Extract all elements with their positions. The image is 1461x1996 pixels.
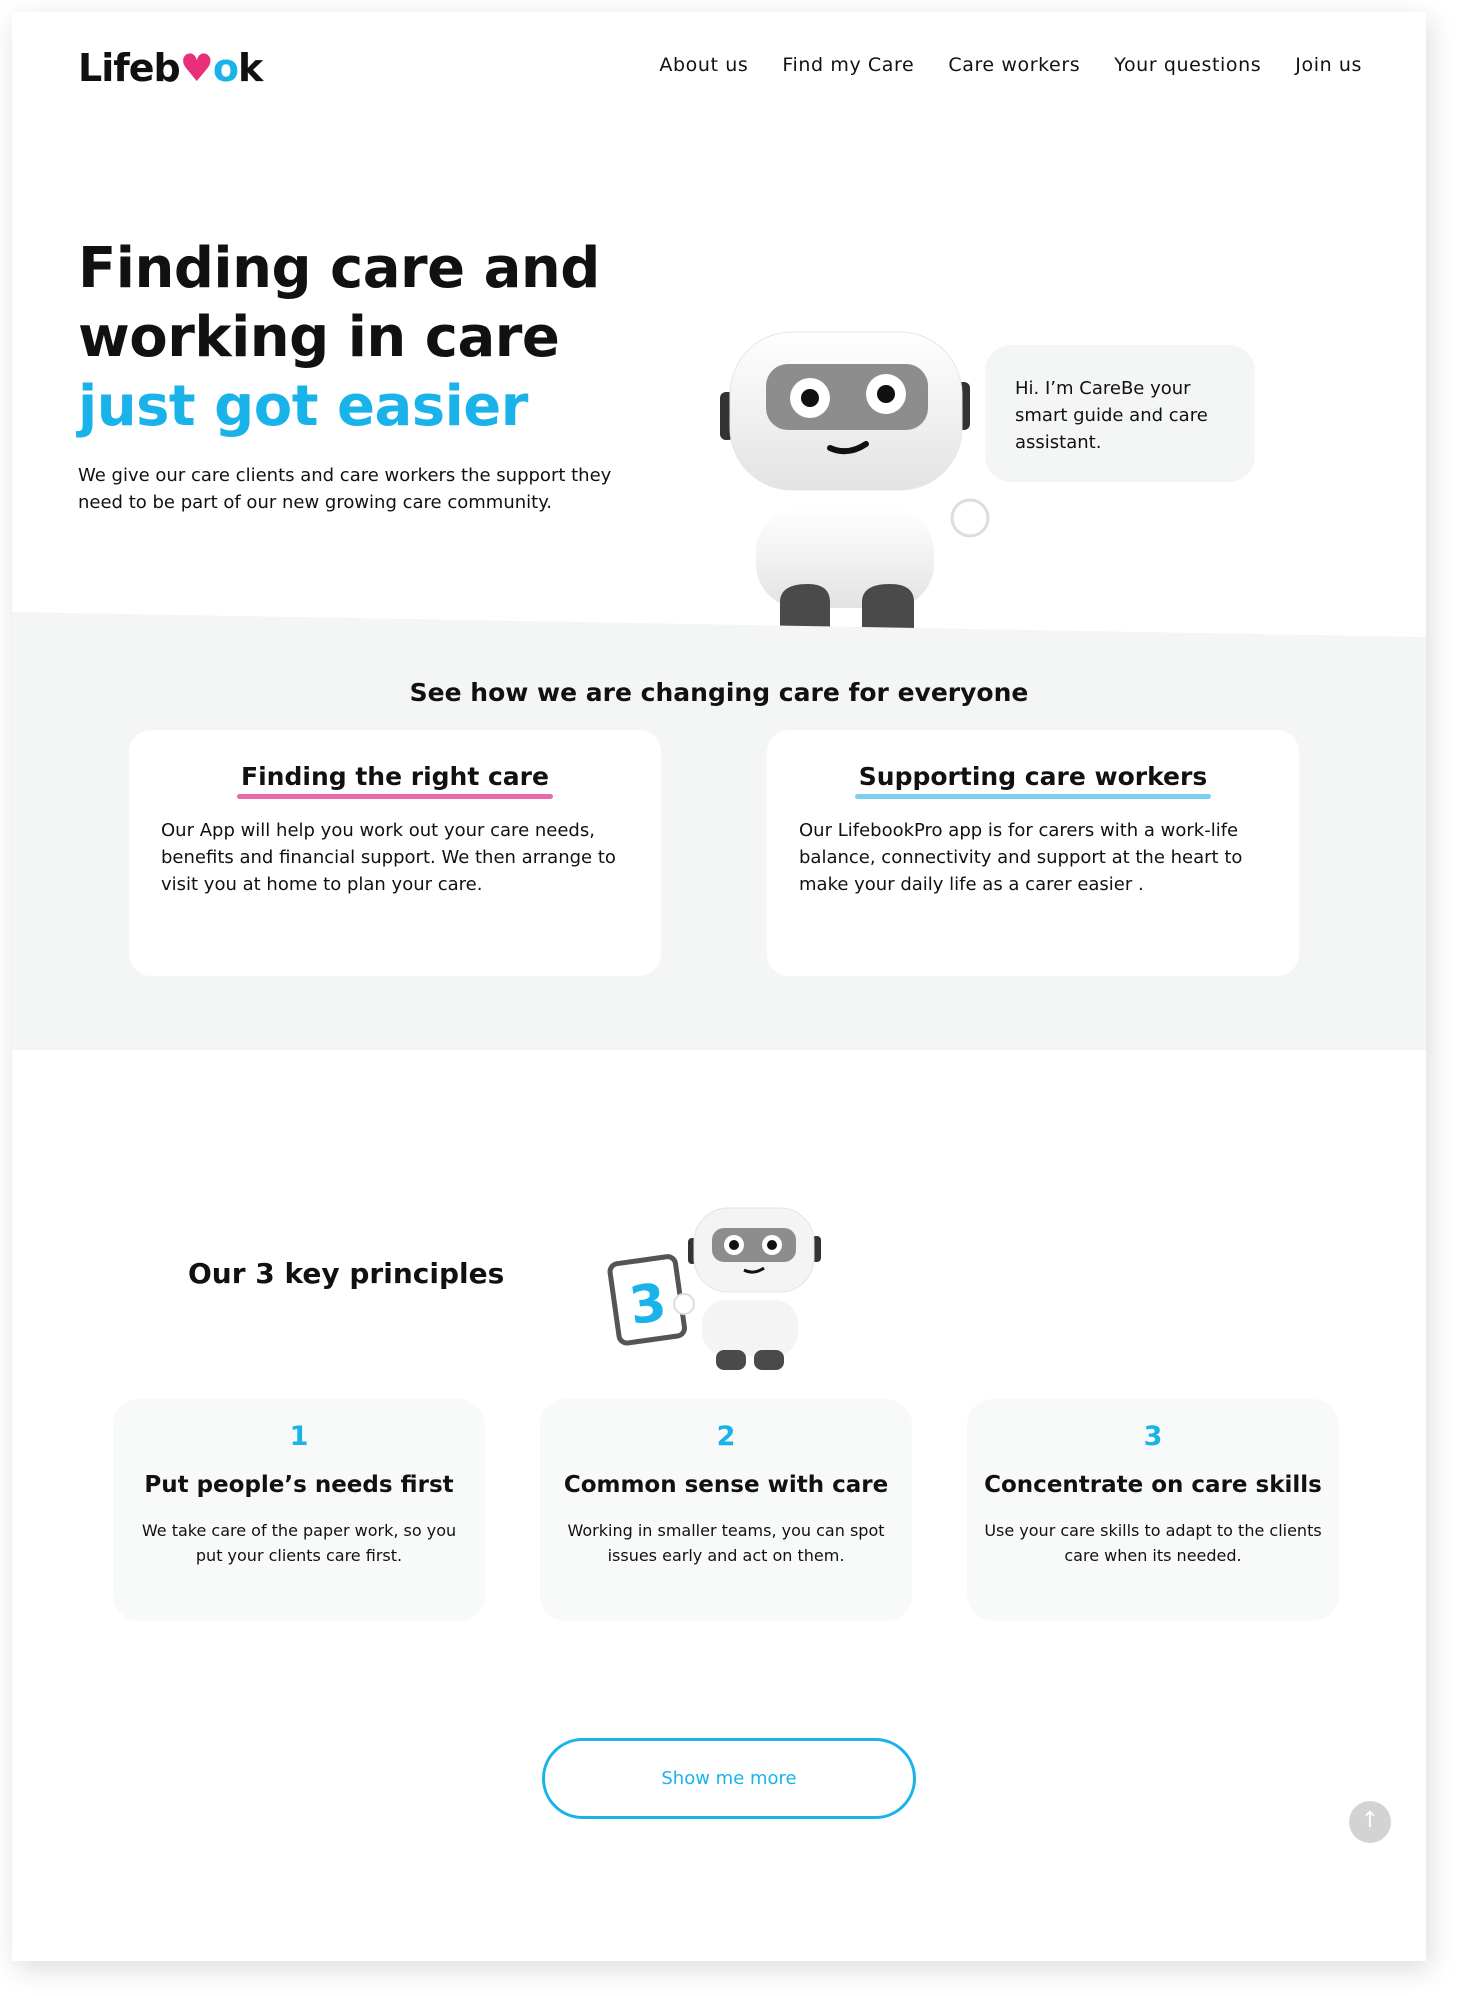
principle-title: Put people’s needs first: [144, 1472, 454, 1498]
nav-join-us[interactable]: Join us: [1295, 54, 1362, 76]
principle-text: Use your care skills to adapt to the clients care when its needed.: [984, 1521, 1322, 1565]
scroll-to-top-button[interactable]: [1349, 1801, 1391, 1843]
logo-text-mid: o: [212, 46, 238, 90]
principle-number: 1: [289, 1421, 309, 1452]
card-title: [799, 762, 1267, 791]
supporting-care-workers-card[interactable]: [767, 730, 1299, 976]
card-title: [161, 762, 629, 791]
badge-number: 3: [625, 1272, 671, 1338]
principle-title: Common sense with care: [563, 1472, 889, 1498]
show-me-more-button[interactable]: Show me more: [542, 1738, 916, 1819]
principle-card-1: [113, 1399, 485, 1621]
changing-care-title: See how we are changing care for everyone: [409, 678, 1029, 707]
logo-heart: ♥: [179, 46, 213, 90]
principle-title: Concentrate on care skills: [984, 1472, 1322, 1498]
card-title-text: Finding the right care: [241, 762, 549, 791]
lifebook-logo[interactable]: [78, 46, 262, 90]
logo-text-start: Lifeb: [78, 46, 180, 90]
carebe-robot-illustration: [718, 312, 998, 632]
carebe-speech-bubble: Hi. I’m CareBe your smart guide and care assistant.: [985, 345, 1255, 482]
blue-underline: [855, 794, 1211, 799]
pink-underline: [237, 794, 553, 799]
hero-description: We give our care clients and care workers the support they need to be part of our new growing care community.: [78, 465, 612, 513]
page: [12, 12, 1426, 1961]
card-title-text: Supporting care workers: [858, 762, 1208, 791]
principle-number: 2: [716, 1421, 736, 1452]
hero-title-line-2: working in care: [78, 305, 560, 370]
principle-text: We take care of the paper work, so you put your clients care first.: [141, 1521, 457, 1565]
card-text: Our App will help you work out your care needs, benefits and financial support. We then arrange to visit you at home to plan your care.: [161, 820, 616, 895]
logo-text-end: k: [237, 46, 263, 90]
robot-holding-number-illustration: [596, 1200, 824, 1370]
nav-find-my-care[interactable]: Find my Care: [782, 54, 915, 76]
principle-card-2: [540, 1399, 912, 1621]
nav-your-questions[interactable]: Your questions: [1114, 54, 1262, 76]
principles-title: Our 3 key principles: [188, 1257, 505, 1290]
principle-number: 3: [1143, 1421, 1163, 1452]
nav-about-us[interactable]: About us: [659, 54, 749, 76]
hero-title-accent: just got easier: [78, 374, 528, 439]
hero-title: [78, 234, 600, 441]
card-text: Our LifebookPro app is for carers with a work-life balance, connectivity and support at the heart to make your daily life as a carer easier .: [799, 820, 1243, 895]
principle-text: Working in smaller teams, you can spot issues early and act on them.: [567, 1521, 885, 1565]
hero-title-line-1: Finding care and: [78, 236, 600, 301]
principle-card-3: [967, 1399, 1339, 1621]
arrow-up-icon: ↑: [1360, 1808, 1380, 1833]
finding-right-care-card[interactable]: [129, 730, 661, 976]
nav-care-workers[interactable]: Care workers: [948, 54, 1081, 76]
main-nav: [659, 54, 1362, 76]
